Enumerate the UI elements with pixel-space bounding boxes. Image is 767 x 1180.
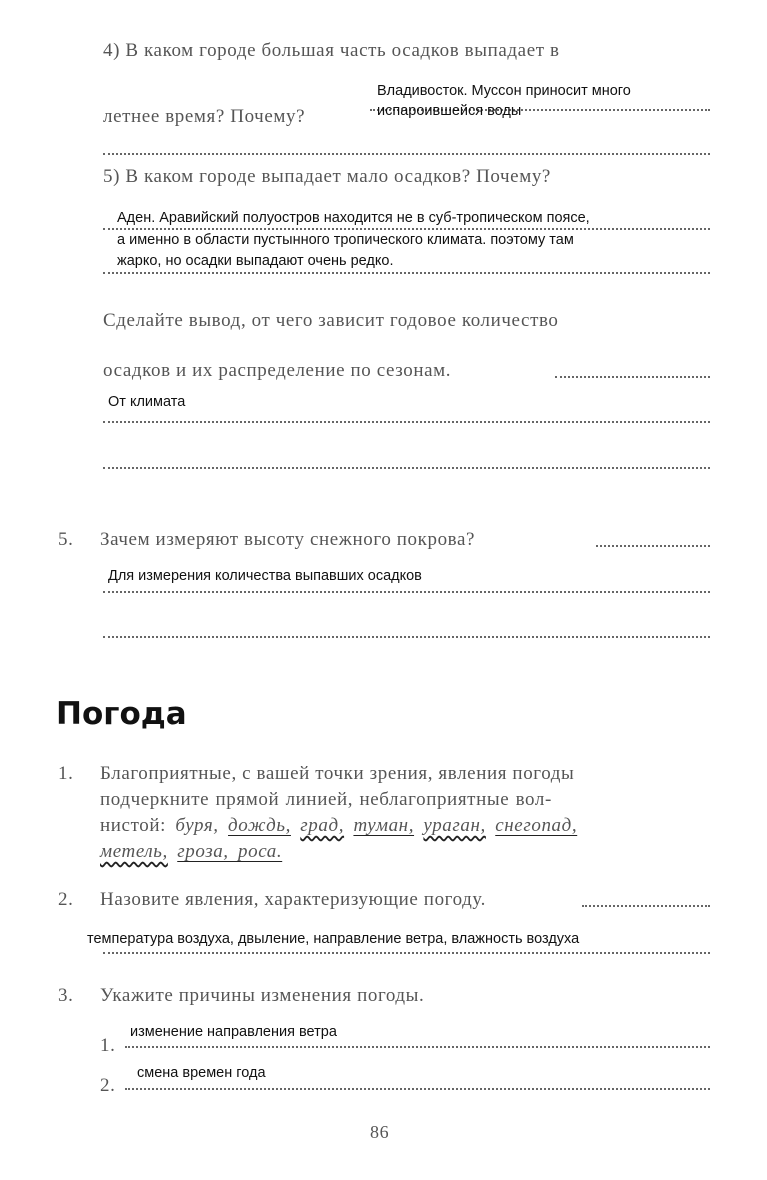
answer-line — [582, 905, 710, 907]
w2-number: 2. — [58, 889, 74, 910]
answer-line — [103, 153, 710, 155]
w1-text-4 — [100, 841, 282, 863]
answer-line — [596, 545, 710, 547]
answer-line — [103, 636, 710, 638]
answer-line — [103, 591, 710, 593]
answer-line — [125, 1046, 710, 1048]
word-uragan[interactable]: ураган, — [423, 815, 486, 836]
page-number: 86 — [370, 1122, 390, 1142]
answer-line — [555, 376, 710, 378]
w2-text: Назовите явления, характеризующие погоду. — [100, 889, 486, 910]
w1-prefix: нистой: — [100, 815, 166, 836]
word-metel[interactable]: метель, — [100, 841, 168, 862]
q5-answer-2[interactable]: а именно в области пустынного тропического климата. поэтому там — [117, 232, 574, 248]
w3-item-number: 2. — [100, 1075, 116, 1096]
answer-line — [103, 952, 710, 954]
word-tuman[interactable]: туман, — [353, 815, 415, 836]
q4-answer[interactable]: Владивосток. Муссон приносит много — [377, 83, 631, 99]
answer-line — [103, 421, 710, 423]
conclusion-answer[interactable]: От климата — [108, 394, 186, 410]
task5-answer[interactable]: Для измерения количества выпавших осадков — [108, 568, 422, 584]
q4-text-2: летнее время? Почему? — [103, 106, 306, 127]
w3-text: Укажите причины изменения погоды. — [100, 985, 425, 1006]
answer-line — [103, 272, 710, 274]
q5-text: 5) В каком городе выпадает мало осадков? Почему? — [103, 166, 551, 187]
word-burya[interactable]: буря, — [175, 815, 219, 836]
w3-answer-2[interactable]: смена времен года — [137, 1065, 266, 1081]
section-title: Погода — [56, 696, 187, 732]
w3-answer-1[interactable]: изменение направления ветра — [130, 1024, 337, 1040]
task5-text: Зачем измеряют высоту снежного покрова? — [100, 529, 476, 550]
q4-answer-2[interactable]: испароившейся воды — [377, 103, 522, 119]
answer-line — [103, 467, 710, 469]
word-dozhd[interactable]: дождь, — [228, 815, 291, 836]
w3-number: 3. — [58, 985, 74, 1006]
w2-answer[interactable]: температура воздуха, двыление, направление ветра, влажность воздуха — [87, 931, 580, 947]
q5-answer[interactable]: Аден. Аравийский полуостров находится не в суб-тропическом поясе, — [117, 210, 590, 226]
q5-answer-3[interactable]: жарко, но осадки выпадают очень редко. — [117, 253, 394, 269]
word-snegopad[interactable]: снегопад, — [495, 815, 578, 836]
word-grad[interactable]: град, — [300, 815, 345, 836]
conclusion-text-2: осадков и их распределение по сезонам. — [103, 360, 452, 381]
w1-text-2: подчеркните прямой линией, неблагоприятные вол- — [100, 789, 552, 810]
word-groza-rosa[interactable]: гроза, роса. — [177, 841, 283, 862]
w1-number: 1. — [58, 763, 74, 784]
conclusion-text: Сделайте вывод, от чего зависит годовое количество — [103, 310, 559, 331]
w1-text-3 — [100, 815, 577, 837]
answer-line — [103, 228, 710, 230]
w1-text: Благоприятные, с вашей точки зрения, явления погоды — [100, 763, 575, 784]
task5-number: 5. — [58, 529, 74, 550]
w3-item-number: 1. — [100, 1035, 116, 1056]
q4-text: 4) В каком городе большая часть осадков выпадает в — [103, 40, 560, 61]
answer-line — [125, 1088, 710, 1090]
